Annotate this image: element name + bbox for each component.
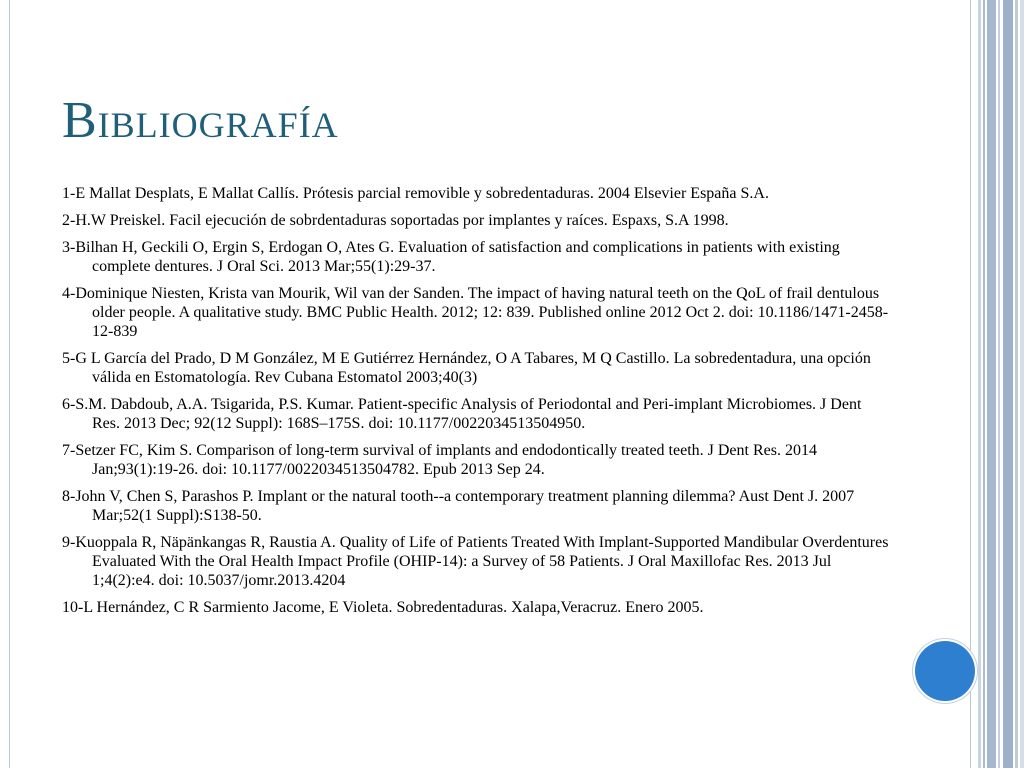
reference-item — [62, 598, 892, 617]
decorative-side-bars — [971, 0, 1024, 768]
side-bar — [1015, 0, 1018, 768]
reference-list — [62, 184, 892, 625]
side-bar — [1020, 0, 1024, 768]
reference-text: 8-John V, Chen S, Parashos P. Implant or the natural tooth--a contemporary treatment planning dilemma? Aust Dent J. 2007 Mar;52(1 Suppl):S138-50. — [62, 488, 855, 524]
reference-item — [62, 349, 892, 387]
reference-text: 10-L Hernández, C R Sarmiento Jacome, E Violeta. Sobredentaduras. Xalapa,Veracruz. Enero 2005. — [62, 599, 704, 616]
slide-title: Bibliografía — [62, 92, 339, 149]
reference-text: 1-E Mallat Desplats, E Mallat Callís. Prótesis parcial removible y sobredentaduras. 2004 Elsevier España S.A. — [62, 185, 769, 202]
reference-text: 6-S.M. Dabdoub, A.A. Tsigarida, P.S. Kumar. Patient-specific Analysis of Periodontal and Peri-implant Microbiomes. J Dent Res. 2013 Dec; 92(12 Suppl): 168S–175S. doi: 10.1177/0022034513504950. — [62, 396, 862, 432]
reference-text: 9-Kuoppala R, Näpänkangas R, Raustia A. Quality of Life of Patients Treated With Implant-Supported Mandibular Overdentures Evaluated With the Oral Health Impact Profile (OHIP-14): a Survey of 58 Patients. J Oral Maxillofac Res. 2013 Jul 1;4(2):e4. doi: 10.5037/jomr.2013.4204 — [62, 534, 889, 589]
side-bar — [978, 0, 981, 768]
reference-text: 2-H.W Preiskel. Facil ejecución de sobrdentaduras soportadas por implantes y raíces. Espaxs, S.A 1998. — [62, 212, 729, 229]
reference-item — [62, 487, 892, 525]
side-bar — [998, 0, 1000, 768]
reference-text: 4-Dominique Niesten, Krista van Mourik, Wil van der Sanden. The impact of having natural teeth on the QoL of frail dentulous older people. A qualitative study. BMC Public Health. 2012; 12: 839. Published online 2012 Oct 2. doi: 10.1186/1471-2458-12-839 — [62, 285, 889, 340]
reference-text: 3-Bilhan H, Geckili O, Ergin S, Erdogan O, Ates G. Evaluation of satisfaction and complications in patients with existing complete dentures. J Oral Sci. 2013 Mar;55(1):29-37. — [62, 239, 840, 275]
reference-item — [62, 184, 892, 203]
accent-circle — [915, 641, 975, 701]
reference-item — [62, 441, 892, 479]
reference-item — [62, 533, 892, 590]
reference-item — [62, 284, 892, 341]
reference-item — [62, 395, 892, 433]
side-bar — [1003, 0, 1013, 768]
reference-text: 7-Setzer FC, Kim S. Comparison of long-term survival of implants and endodontically treated teeth. J Dent Res. 2014 Jan;93(1):19-26. doi: 10.1177/0022034513504782. Epub 2013 Sep 24. — [62, 442, 817, 478]
reference-item — [62, 238, 892, 276]
reference-item — [62, 211, 892, 230]
side-bar — [983, 0, 985, 768]
side-bar — [987, 0, 996, 768]
reference-text: 5-G L García del Prado, D M González, M E Gutiérrez Hernández, O A Tabares, M Q Castillo. La sobredentadura, una opción válida en Estomatología. Rev Cubana Estomatol 2003;40(3) — [62, 350, 871, 386]
